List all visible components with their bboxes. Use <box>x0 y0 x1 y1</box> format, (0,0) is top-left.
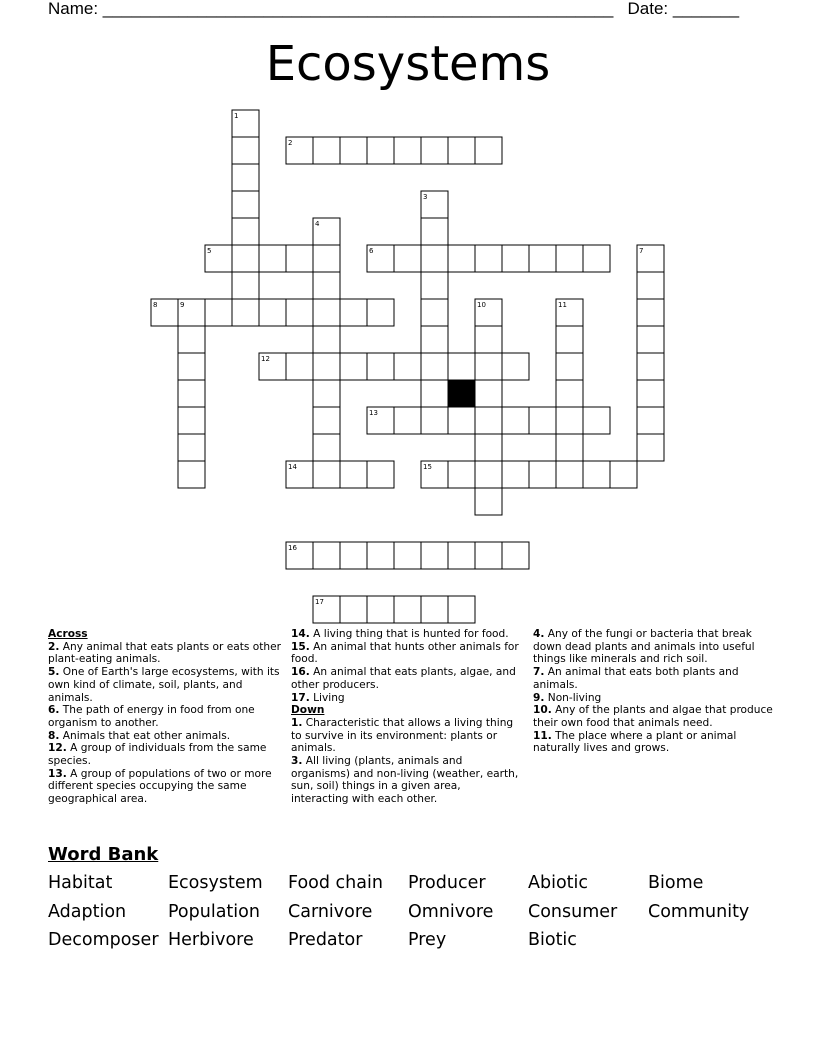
word-bank-word: Predator <box>288 930 363 950</box>
word-bank-word: Community <box>648 901 750 922</box>
crossword-cell[interactable] <box>286 299 313 326</box>
crossword-cell[interactable] <box>205 299 232 326</box>
crossword-cell[interactable] <box>259 245 286 272</box>
word-bank-title: Word Bank <box>48 844 159 865</box>
clue-number: 14 <box>288 463 297 471</box>
crossword-cell[interactable] <box>502 353 529 380</box>
word-bank-word: Prey <box>408 930 447 950</box>
across-heading: Across <box>48 628 88 640</box>
clue-number: 5 <box>207 247 212 255</box>
crossword-cell[interactable] <box>313 542 340 569</box>
down-clue: 11. The place where a plant or animal naturally lives and grows. <box>533 729 737 755</box>
crossword-cell[interactable] <box>475 353 502 380</box>
clue-number: 4 <box>315 220 320 228</box>
crossword-cell[interactable] <box>421 326 448 353</box>
clue-number: 9 <box>180 301 185 309</box>
crossword-cell[interactable] <box>502 245 529 272</box>
crossword-black-cell <box>448 380 475 407</box>
crossword-cell[interactable] <box>313 353 340 380</box>
crossword-cell[interactable] <box>178 353 205 380</box>
across-clue: 5. One of Earth's large ecosystems, with its own kind of climate, soil, plants, and animals. <box>48 666 280 704</box>
crossword-cell[interactable] <box>475 434 502 461</box>
word-bank-word: Biome <box>648 873 704 893</box>
down-heading: Down <box>291 704 325 717</box>
crossword-cell[interactable] <box>178 461 205 488</box>
crossword-cell[interactable] <box>178 380 205 407</box>
down-clue: 9. Non-living <box>533 691 602 704</box>
clue-number: 2 <box>288 139 293 147</box>
down-clue: 10. Any of the plants and algae that produce their own food that animals need. <box>533 704 773 729</box>
name-field-label[interactable]: Name: ______________________________________________________ <box>48 0 614 18</box>
crossword-cell[interactable] <box>232 218 259 245</box>
word-bank-word: Population <box>168 901 260 922</box>
crossword-cell[interactable] <box>475 137 502 164</box>
crossword-cell[interactable] <box>421 542 448 569</box>
crossword-cell[interactable] <box>475 380 502 407</box>
clue-number: 7 <box>639 247 644 255</box>
crossword-cell[interactable] <box>637 434 664 461</box>
word-bank-word: Habitat <box>48 873 113 893</box>
crossword-cell[interactable] <box>286 353 313 380</box>
crossword-cell[interactable] <box>367 353 394 380</box>
crossword-cell[interactable] <box>367 461 394 488</box>
clue-number: 13 <box>369 409 378 417</box>
across-clue: 8. Animals that eat other animals. <box>48 729 231 742</box>
word-bank-word: Abiotic <box>528 873 588 893</box>
clue-number: 12 <box>261 355 270 363</box>
crossword-cell[interactable] <box>421 245 448 272</box>
crossword-cell[interactable] <box>556 326 583 353</box>
crossword-cell[interactable] <box>421 137 448 164</box>
down-clue: 4. Any of the fungi or bacteria that break down dead plants and animals into useful things like minerals and rich soil. <box>533 628 755 666</box>
crossword-cell[interactable] <box>286 245 313 272</box>
crossword-cell[interactable] <box>556 434 583 461</box>
crossword-cell[interactable] <box>421 299 448 326</box>
crossword-cell[interactable] <box>313 407 340 434</box>
word-bank-word: Ecosystem <box>168 873 263 893</box>
crossword-cell[interactable] <box>340 542 367 569</box>
word-bank-word: Consumer <box>528 901 618 922</box>
crossword-cell[interactable] <box>421 353 448 380</box>
crossword-cell[interactable] <box>637 380 664 407</box>
down-clue: 3. All living (plants, animals and organisms) and non-living (weather, earth, sun, soil) things in a given area, interacting with each other. <box>291 755 519 806</box>
crossword-cell[interactable] <box>583 245 610 272</box>
crossword-cell[interactable] <box>313 137 340 164</box>
crossword-cell[interactable] <box>340 353 367 380</box>
across-clue: 2. Any animal that eats plants or eats other plant-eating animals. <box>48 640 281 666</box>
crossword-cell[interactable] <box>448 245 475 272</box>
clues-column-1 <box>48 628 288 806</box>
crossword-cell[interactable] <box>421 218 448 245</box>
crossword-cell[interactable] <box>529 245 556 272</box>
down-clue: 7. An animal that eats both plants and animals. <box>533 666 739 691</box>
crossword-cell[interactable] <box>394 407 421 434</box>
across-clue: 14. A living thing that is hunted for food. <box>291 628 509 640</box>
crossword-cell[interactable] <box>421 380 448 407</box>
crossword-cell[interactable] <box>448 542 475 569</box>
crossword-cell[interactable] <box>421 596 448 623</box>
crossword-cell[interactable] <box>448 353 475 380</box>
crossword-cell[interactable] <box>421 407 448 434</box>
clue-number: 17 <box>315 598 324 606</box>
clues-column-2 <box>291 628 521 806</box>
crossword-cell[interactable] <box>394 353 421 380</box>
crossword-cell[interactable] <box>637 326 664 353</box>
crossword-cell[interactable] <box>394 542 421 569</box>
crossword-cell[interactable] <box>502 461 529 488</box>
crossword-cell[interactable] <box>367 299 394 326</box>
crossword-cell[interactable] <box>313 326 340 353</box>
crossword-cell[interactable] <box>232 245 259 272</box>
clue-number: 3 <box>423 193 428 201</box>
clues-column-3 <box>533 628 773 755</box>
crossword-cell[interactable] <box>232 191 259 218</box>
crossword-cell[interactable] <box>313 434 340 461</box>
crossword-cell[interactable] <box>583 461 610 488</box>
clue-number: 11 <box>558 301 567 309</box>
crossword-cell[interactable] <box>556 407 583 434</box>
clue-number: 6 <box>369 247 374 255</box>
crossword-cell[interactable] <box>637 272 664 299</box>
crossword-cell[interactable] <box>313 299 340 326</box>
crossword-cell[interactable] <box>178 326 205 353</box>
crossword-cell[interactable] <box>475 488 502 515</box>
crossword-cell[interactable] <box>475 407 502 434</box>
crossword-cell[interactable] <box>529 461 556 488</box>
crossword-cell[interactable] <box>340 299 367 326</box>
crossword-cell[interactable] <box>448 407 475 434</box>
crossword-cell[interactable] <box>556 353 583 380</box>
crossword-cell[interactable] <box>556 461 583 488</box>
crossword-cell[interactable] <box>583 407 610 434</box>
across-clue: 6. The path of energy in food from one organism to another. <box>48 704 255 729</box>
date-field-label[interactable]: Date: _______ <box>627 0 740 18</box>
down-clue: 1. Characteristic that allows a living thing to survive in its environment: plants or animals. <box>291 716 514 755</box>
crossword-cell[interactable] <box>340 461 367 488</box>
word-bank-word: Adaption <box>48 901 127 922</box>
crossword-cell[interactable] <box>394 245 421 272</box>
word-bank-word: Carnivore <box>288 901 373 922</box>
crossword-cell[interactable] <box>502 542 529 569</box>
across-clue: 17. Living <box>291 691 345 704</box>
across-clue: 15. An animal that hunts other animals for food. <box>291 640 519 666</box>
clue-number: 16 <box>288 544 297 552</box>
clue-number: 8 <box>153 301 158 309</box>
crossword-cell[interactable] <box>556 380 583 407</box>
crossword-cell[interactable] <box>259 299 286 326</box>
across-clue: 13. A group of populations of two or more different species occupying the same geographical area. <box>48 767 272 806</box>
crossword-cell[interactable] <box>394 137 421 164</box>
page-title: Ecosystems <box>265 36 551 92</box>
word-bank-word: Producer <box>408 873 486 893</box>
crossword-cell[interactable] <box>637 407 664 434</box>
crossword-cell[interactable] <box>313 380 340 407</box>
word-bank-word: Herbivore <box>168 930 254 950</box>
crossword-cell[interactable] <box>232 137 259 164</box>
crossword-cell[interactable] <box>556 245 583 272</box>
across-clue: 12. A group of individuals from the same species. <box>48 742 267 768</box>
crossword-cell[interactable] <box>475 326 502 353</box>
crossword-cell[interactable] <box>232 272 259 299</box>
across-clue: 16. An animal that eats plants, algae, and other producers. <box>291 666 516 691</box>
crossword-cell[interactable] <box>637 299 664 326</box>
crossword-cell[interactable] <box>475 245 502 272</box>
word-bank-word: Decomposer <box>48 930 159 950</box>
word-bank-word: Biotic <box>528 930 577 950</box>
crossword-cell[interactable] <box>529 407 556 434</box>
crossword-cell[interactable] <box>448 596 475 623</box>
crossword-cell[interactable] <box>637 353 664 380</box>
crossword-cell[interactable] <box>178 434 205 461</box>
crossword-cell[interactable] <box>367 542 394 569</box>
crossword-cell[interactable] <box>502 407 529 434</box>
crossword-cell[interactable] <box>394 596 421 623</box>
crossword-cell[interactable] <box>475 542 502 569</box>
crossword-cell[interactable] <box>475 461 502 488</box>
crossword-cell[interactable] <box>448 137 475 164</box>
clue-number: 1 <box>234 112 239 120</box>
crossword-cell[interactable] <box>340 596 367 623</box>
clue-number: 10 <box>477 301 486 309</box>
crossword-cell[interactable] <box>610 461 637 488</box>
crossword-cell[interactable] <box>232 164 259 191</box>
crossword-cell[interactable] <box>367 137 394 164</box>
crossword-cell[interactable] <box>367 596 394 623</box>
crossword-cell[interactable] <box>178 407 205 434</box>
crossword-cell[interactable] <box>340 137 367 164</box>
crossword-cell[interactable] <box>313 461 340 488</box>
word-bank-word: Omnivore <box>408 901 494 922</box>
crossword-cell[interactable] <box>313 272 340 299</box>
crossword-cell[interactable] <box>421 272 448 299</box>
clue-number: 15 <box>423 463 432 471</box>
crossword-cell[interactable] <box>448 461 475 488</box>
crossword-cell[interactable] <box>232 299 259 326</box>
crossword-cell[interactable] <box>313 245 340 272</box>
word-bank-word: Food chain <box>288 873 383 893</box>
